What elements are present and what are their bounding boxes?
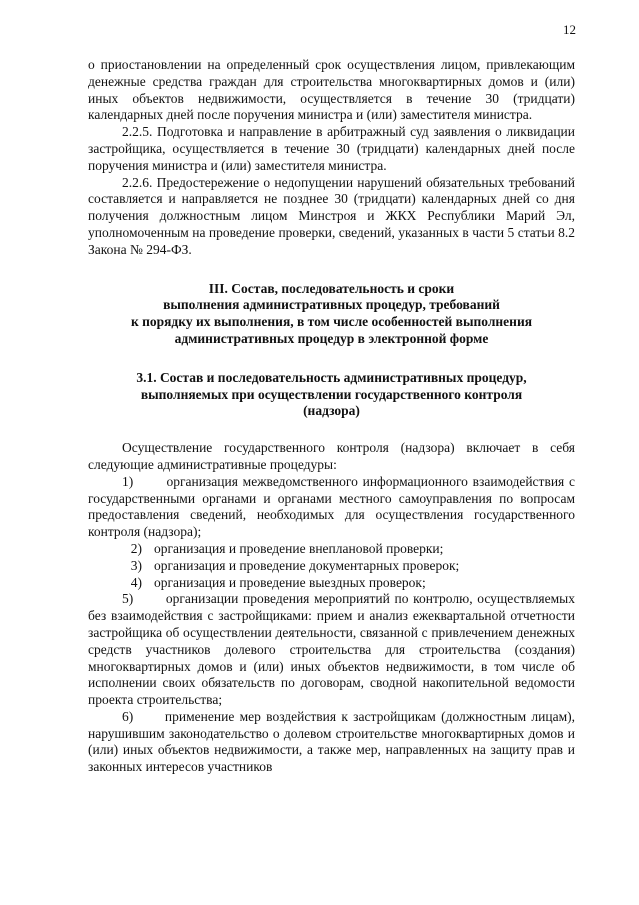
list-item-1: 1) организация межведомственного информационного взаимодействия с государственными органами и органами местного самоуправления по вопросам предоставления сведений, необходимых для осуществления государственного контроля (надзора); — [88, 473, 575, 540]
section-heading — [88, 281, 575, 348]
section-heading-line: III. Состав, последовательность и сроки — [208, 280, 455, 296]
paragraph-2-2-5: 2.2.5. Подготовка и направление в арбитражный суд заявления о ликвидации застройщика, осуществляется в течение 30 (тридцати) календарных дней после поручения министра и (или) заместителя министра. — [88, 124, 575, 173]
list-item-5: 5) организации проведения мероприятий по контролю, осуществляемых без взаимодействия с застройщиками: прием и анализ ежеквартальной отчетности застройщика об осуществлении деятельности, связанной с привлечением денежных средств участников долевого строительства для строительства (создания) многоквартирных домов и (или) иных объектов недвижимости, в том числе об исполнении своих обязательств по договорам, сводной накопительной ведомости проекта строительства; — [88, 591, 575, 708]
list-item-number: 2) — [130, 540, 142, 556]
lead-paragraph: Осуществление государственного контроля (надзора) включает в себя следующие административные процедуры: — [88, 440, 575, 472]
subsection-heading-line: выполняемых при осуществлении государственного контроля — [140, 386, 523, 402]
section-heading-line: к порядку их выполнения, в том числе особенностей выполнения — [130, 314, 533, 330]
list-item-number: 3) — [130, 557, 142, 573]
subsection-heading — [88, 370, 575, 420]
subsection-heading-line: (надзора) — [303, 403, 360, 419]
list-item-text: организация и проведение документарных проверок; — [154, 557, 460, 573]
list-item-6: 6) применение мер воздействия к застройщикам (должностным лицам), нарушившим законодательство о долевом строительстве многоквартирных домов и (или) иных объектов недвижимости, а также мер, направленных на защиту прав и законных интересов участников — [88, 708, 575, 775]
intro-paragraph: о приостановлении на определенный срок осуществления лицом, привлекающим денежные средства граждан для строительства многоквартирных домов и (или) иных объектов недвижимости, осуществляется в течение 30 (тридцати) календарных дней после поручения министра и (или) заместителя министра. — [88, 57, 575, 123]
list-item-number: 4) — [130, 574, 142, 590]
paragraph-2-2-6: 2.2.6. Предостережение о недопущении нарушений обязательных требований составляется и направляется не позднее 30 (тридцати) календарных дней со дня получения должностным лицом Минстроя и ЖКХ Республики Марий Эл, уполномоченным на проведение проверки, сведений, указанных в части 5 статьи 8.2 Закона № 294-ФЗ. — [88, 174, 575, 257]
list-item-2 — [88, 541, 575, 558]
page-content — [88, 57, 575, 776]
list-item-4 — [88, 575, 575, 592]
list-item-text: организация и проведение выездных проверок; — [154, 574, 426, 590]
list-item-3 — [88, 558, 575, 575]
list-item-text: организация и проведение внеплановой проверки; — [154, 540, 444, 556]
section-heading-line: административных процедур в электронной форме — [174, 330, 489, 346]
section-heading-line: выполнения административных процедур, требований — [163, 297, 500, 313]
subsection-heading-line: 3.1. Состав и последовательность административных процедур, — [136, 369, 527, 385]
page-number: 12 — [563, 22, 576, 37]
